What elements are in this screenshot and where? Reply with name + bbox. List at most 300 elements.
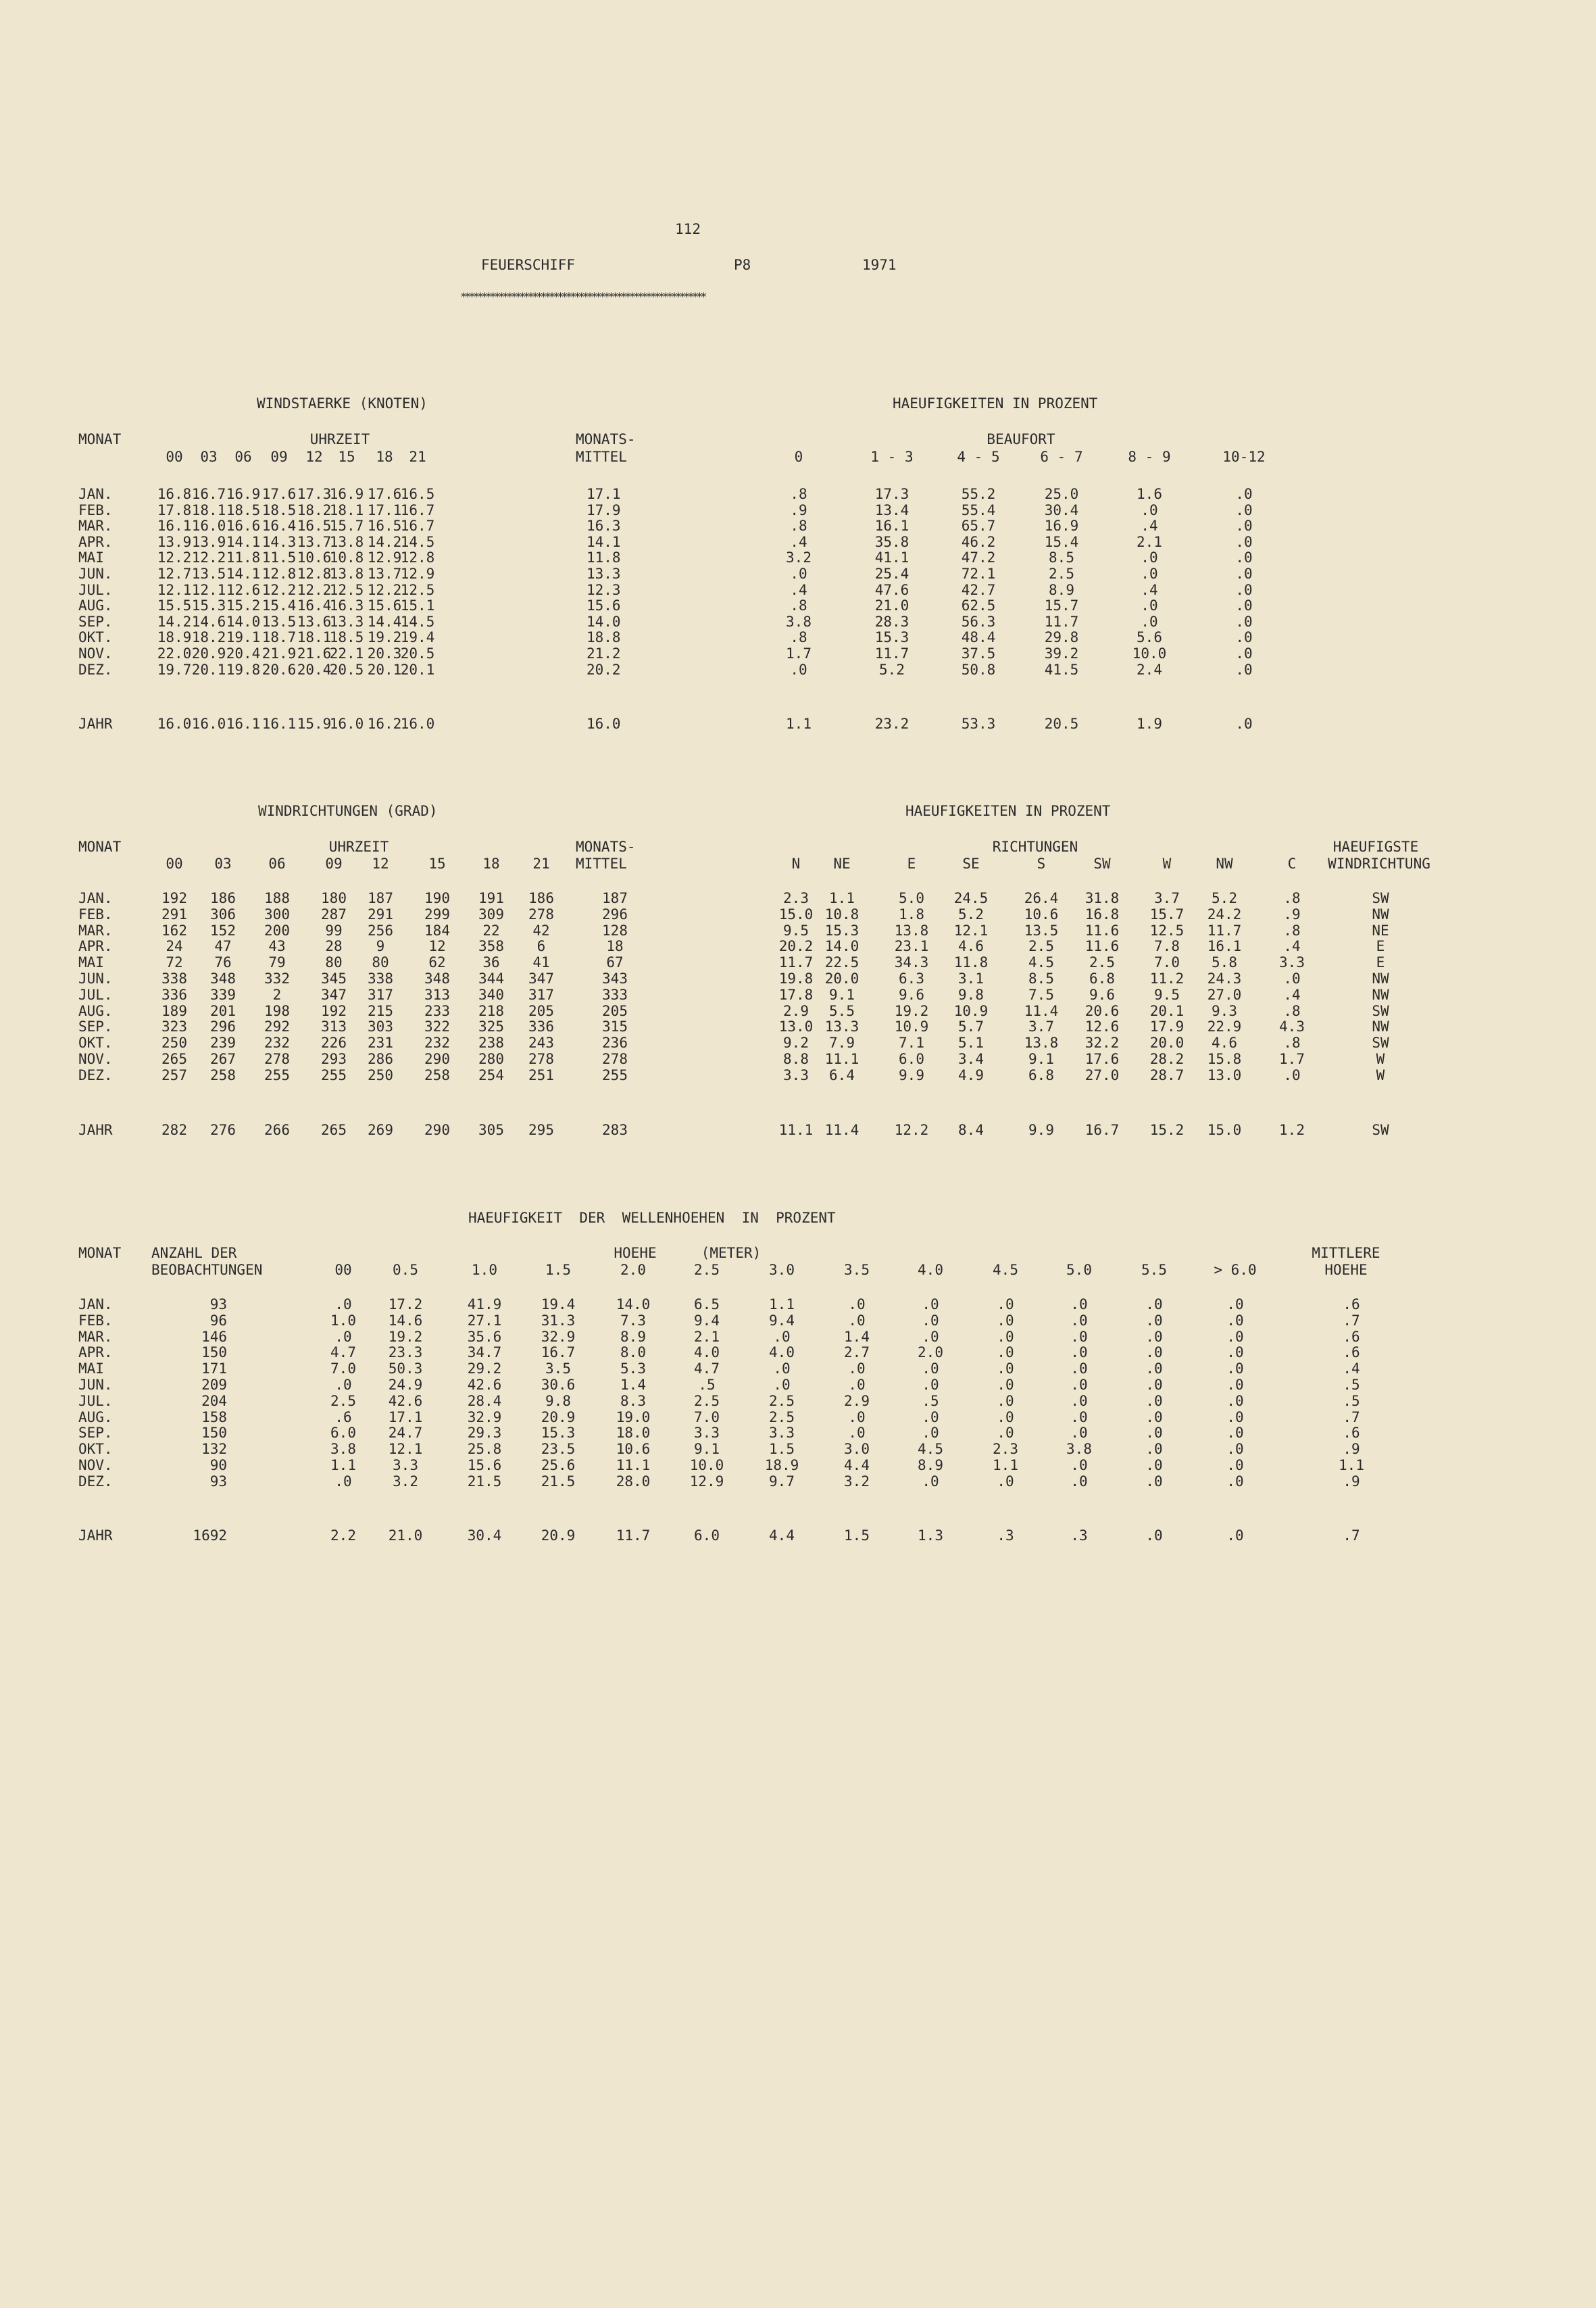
table-cell: 11.7: [1207, 922, 1242, 939]
table-cell: 18.9: [157, 629, 192, 646]
table-cell: .0: [1070, 1344, 1088, 1361]
table-cell: 200: [264, 922, 290, 939]
table-cell: 10.0: [1132, 645, 1167, 662]
table-cell: 12.3: [587, 581, 621, 598]
table-cell: .0: [1070, 1408, 1088, 1425]
table-cell: 2.2: [330, 1527, 356, 1544]
table-cell: 255: [602, 1066, 628, 1083]
table-cell: 1.4: [620, 1377, 646, 1393]
table-cell: 254: [478, 1066, 504, 1083]
row-label: MAI: [78, 549, 104, 566]
table-cell: 27.0: [1207, 986, 1242, 1003]
table-cell: 258: [424, 1066, 450, 1083]
table-cell: 9.4: [694, 1312, 720, 1329]
table-cell: 17.6: [367, 486, 402, 502]
table-cell: .0: [848, 1312, 866, 1329]
table-cell: .7: [1343, 1312, 1360, 1329]
table-cell: NW: [1372, 1018, 1389, 1035]
table-cell: 4.4: [769, 1527, 795, 1544]
table-cell: 150: [201, 1425, 227, 1442]
row-label: DEZ.: [78, 661, 113, 678]
table-cell: .0: [1226, 1392, 1244, 1409]
table-cell: 282: [161, 1122, 187, 1138]
table-cell: 1.4: [844, 1328, 870, 1345]
table-cell: 152: [210, 922, 236, 939]
table-cell: 62.5: [961, 597, 996, 614]
table-cell: 76: [214, 954, 232, 971]
table-cell: 14.2: [367, 533, 402, 550]
column-header: 06: [268, 856, 286, 872]
row-label: APR.: [78, 938, 113, 955]
table-cell: 47: [214, 938, 232, 955]
table-cell: .0: [1070, 1392, 1088, 1409]
table-cell: 11.5: [261, 549, 297, 566]
table-cell: 21.5: [467, 1473, 502, 1490]
table-cell: 99: [325, 922, 343, 939]
row-label: JAN.: [78, 1296, 113, 1312]
table-cell: .0: [1070, 1360, 1088, 1377]
table-cell: 19.7: [157, 661, 192, 678]
table-cell: 23.2: [874, 716, 909, 732]
column-header: 03: [200, 449, 218, 465]
table-cell: 14.1: [587, 533, 621, 550]
table-cell: 16.2: [367, 716, 402, 732]
table-cell: 6.0: [899, 1051, 924, 1067]
table-cell: 28.2: [1149, 1051, 1184, 1067]
table-cell: 14.6: [191, 613, 226, 630]
table-cell: 269: [368, 1122, 393, 1138]
table-cell: W: [1376, 1051, 1385, 1067]
table-cell: 296: [210, 1018, 236, 1035]
table-cell: 15.7: [1149, 906, 1184, 923]
table-cell: 15.4: [261, 597, 297, 614]
column-header: SE: [962, 856, 980, 872]
table-cell: 21.0: [874, 597, 909, 614]
table-cell: .0: [1235, 716, 1253, 732]
table-cell: 25.6: [541, 1457, 576, 1473]
table-cell: 62: [428, 954, 446, 971]
table-cell: 7.3: [620, 1312, 646, 1329]
table-cell: 67: [606, 954, 624, 971]
table-cell: 265: [161, 1051, 187, 1067]
table-cell: .0: [1145, 1296, 1163, 1312]
table-cell: 293: [321, 1051, 347, 1067]
column-header: 21: [532, 856, 550, 872]
table-cell: 201: [210, 1002, 236, 1019]
table-cell: 17.3: [297, 486, 332, 502]
table-cell: .0: [1141, 566, 1158, 582]
table-cell: 15.1: [400, 597, 435, 614]
table-cell: 13.0: [778, 1018, 814, 1035]
table-cell: 8.4: [958, 1122, 984, 1138]
table-cell: 344: [478, 971, 504, 987]
table-cell: 26.4: [1024, 890, 1059, 906]
table-cell: 336: [528, 1018, 554, 1035]
table-cell: 7.0: [1154, 954, 1180, 971]
table-cell: .4: [1343, 1360, 1360, 1377]
table-cell: 236: [602, 1035, 628, 1052]
table-cell: 11.4: [824, 1122, 859, 1138]
table-cell: 12.1: [191, 581, 226, 598]
table-cell: 6.4: [829, 1066, 855, 1083]
table-cell: .0: [997, 1360, 1014, 1377]
table-cell: .9: [1283, 906, 1301, 923]
table-cell: .9: [1343, 1441, 1360, 1458]
table-cell: 21.0: [388, 1527, 423, 1544]
table-cell: 16.8: [1084, 906, 1120, 923]
table-cell: 309: [478, 906, 504, 923]
year: 1971: [862, 257, 897, 273]
table-cell: 13.8: [1024, 1035, 1059, 1052]
table-cell: 13.7: [367, 566, 402, 582]
column-header: 0: [794, 449, 803, 465]
table-cell: 9.1: [829, 986, 855, 1003]
table-cell: 278: [528, 906, 554, 923]
row-label: JUL.: [78, 1392, 113, 1409]
table-cell: 24.7: [388, 1425, 423, 1442]
table-cell: .0: [1145, 1473, 1163, 1490]
table-cell: 11.6: [1084, 938, 1120, 955]
column-header: 6 - 7: [1040, 449, 1083, 465]
table-cell: .8: [1283, 1035, 1301, 1052]
table-cell: 12.8: [297, 566, 332, 582]
table-cell: 9.1: [694, 1441, 720, 1458]
table-cell: SW: [1372, 1002, 1389, 1019]
table-cell: 15.8: [1207, 1051, 1242, 1067]
table-cell: 15.7: [329, 518, 364, 535]
table-cell: 23.3: [388, 1344, 423, 1361]
table-cell: 20.0: [1149, 1035, 1184, 1052]
table-cell: .5: [698, 1377, 716, 1393]
table-cell: 11.8: [587, 549, 621, 566]
column-header: BEAUFORT: [987, 431, 1055, 447]
row-label: JUN.: [78, 566, 113, 582]
column-header: N: [791, 856, 801, 872]
row-label: OKT.: [78, 1441, 113, 1458]
table-cell: 348: [424, 971, 450, 987]
table-cell: 37.5: [961, 645, 996, 662]
table-cell: 20.9: [541, 1527, 576, 1544]
table-cell: 32.9: [541, 1328, 576, 1345]
table-cell: 2.5: [694, 1392, 720, 1409]
table-cell: 80: [325, 954, 343, 971]
table-cell: .0: [848, 1425, 866, 1442]
table-cell: 20.5: [400, 645, 435, 662]
table-cell: .0: [1235, 549, 1253, 566]
table-cell: .4: [1141, 518, 1158, 535]
table-cell: 14.0: [587, 613, 621, 630]
table-cell: 186: [528, 890, 554, 906]
table-cell: 162: [161, 922, 187, 939]
table-cell: 171: [201, 1360, 227, 1377]
table-cell: .0: [1235, 501, 1253, 518]
table-cell: .8: [1283, 1002, 1301, 1019]
row-label: JAN.: [78, 890, 113, 906]
table-cell: 3.3: [694, 1425, 720, 1442]
table-cell: .0: [997, 1328, 1014, 1345]
table-cell: 8.0: [620, 1344, 646, 1361]
column-header: 4.5: [993, 1262, 1018, 1278]
table-cell: 14.1: [226, 533, 261, 550]
table-cell: .8: [790, 597, 807, 614]
table-cell: 25.4: [874, 566, 909, 582]
table-cell: .0: [1226, 1408, 1244, 1425]
table-cell: .0: [997, 1344, 1014, 1361]
table-cell: 250: [368, 1066, 393, 1083]
row-label: DEZ.: [78, 1473, 113, 1490]
column-header: 00: [166, 449, 183, 465]
table-cell: 3.7: [1154, 890, 1180, 906]
column-header: 0.5: [393, 1262, 418, 1278]
table-cell: 18.2: [297, 501, 332, 518]
table-cell: 16.0: [191, 518, 226, 535]
table-cell: 41: [532, 954, 550, 971]
table-cell: .8: [1283, 890, 1301, 906]
table-cell: 266: [264, 1122, 290, 1138]
table-cell: .0: [1226, 1527, 1244, 1544]
table-cell: 5.6: [1137, 629, 1162, 646]
table-cell: 291: [161, 906, 187, 923]
table-cell: 22.5: [824, 954, 859, 971]
table-cell: .0: [1145, 1408, 1163, 1425]
table-cell: 1.1: [786, 716, 812, 732]
table-cell: SW: [1372, 1122, 1389, 1138]
row-label: JAHR: [78, 1122, 113, 1138]
table-cell: 11.7: [1044, 613, 1079, 630]
table-cell: 14.4: [367, 613, 402, 630]
table-cell: 12.7: [157, 566, 192, 582]
table-cell: 13.8: [894, 922, 929, 939]
table-cell: 278: [602, 1051, 628, 1067]
table-cell: 258: [210, 1066, 236, 1083]
table-cell: 20.4: [226, 645, 261, 662]
table-cell: 47.2: [961, 549, 996, 566]
table-cell: 7.1: [899, 1035, 924, 1052]
table-cell: 13.8: [329, 566, 364, 582]
table-cell: 15.2: [226, 597, 261, 614]
table-cell: 16.0: [400, 716, 435, 732]
table-cell: 190: [424, 890, 450, 906]
table-cell: 13.4: [874, 501, 909, 518]
table-cell: 9: [376, 938, 385, 955]
table-cell: 15.6: [587, 597, 621, 614]
table-cell: 16.5: [400, 486, 435, 502]
document-title: FEUERSCHIFF: [481, 257, 576, 273]
table-cell: 7.0: [694, 1408, 720, 1425]
table-cell: 14.2: [157, 613, 192, 630]
table-cell: 15.6: [467, 1457, 502, 1473]
table-cell: 3.5: [545, 1360, 571, 1377]
table-cell: NW: [1372, 986, 1389, 1003]
table-cell: 12.1: [388, 1441, 423, 1458]
table-cell: .0: [1226, 1473, 1244, 1490]
table-cell: .0: [773, 1377, 791, 1393]
table-cell: 4.5: [1028, 954, 1054, 971]
table-cell: 19.0: [616, 1408, 651, 1425]
column-header: 00: [166, 856, 183, 872]
table-cell: 10.0: [689, 1457, 724, 1473]
table-cell: 299: [424, 906, 450, 923]
table-cell: 18.5: [261, 501, 297, 518]
table-cell: 1.3: [918, 1527, 943, 1544]
table-cell: 325: [478, 1018, 504, 1035]
table-cell: 16.7: [400, 518, 435, 535]
table-cell: 28.4: [467, 1392, 502, 1409]
table-cell: 3.2: [844, 1473, 870, 1490]
table-cell: .0: [922, 1425, 939, 1442]
column-header: MONATS-: [576, 839, 636, 855]
table-cell: 20.2: [778, 938, 814, 955]
column-header: 1.0: [472, 1262, 497, 1278]
row-label: SEP.: [78, 1425, 113, 1442]
table-cell: 41.1: [874, 549, 909, 566]
column-header: BEOBACHTUNGEN: [151, 1262, 263, 1278]
column-header: 2.0: [620, 1262, 646, 1278]
table-cell: .0: [1235, 518, 1253, 535]
table-cell: 255: [264, 1066, 290, 1083]
row-label: NOV.: [78, 1457, 113, 1473]
table-cell: 283: [602, 1122, 628, 1138]
table-cell: 6.8: [1089, 971, 1115, 987]
table-cell: 2.5: [1028, 938, 1054, 955]
table-cell: 16.1: [157, 518, 192, 535]
table-cell: 192: [161, 890, 187, 906]
table-cell: 20.1: [1149, 1002, 1184, 1019]
table-cell: NE: [1372, 922, 1389, 939]
table-cell: 12.8: [261, 566, 297, 582]
table-cell: 48.4: [961, 629, 996, 646]
table-cell: 332: [264, 971, 290, 987]
table-cell: 2.3: [783, 890, 809, 906]
table-cell: 12.9: [400, 566, 435, 582]
column-header: 18: [376, 449, 393, 465]
table-cell: 12.1: [157, 581, 192, 598]
table-cell: 14.5: [400, 613, 435, 630]
table-cell: 15.5: [157, 597, 192, 614]
column-header: 15: [338, 449, 355, 465]
table-cell: 180: [321, 890, 347, 906]
star-divider: **********************************************************: [460, 291, 705, 304]
table-cell: 16.4: [297, 597, 332, 614]
table-cell: 12.9: [367, 549, 402, 566]
table-cell: 1.7: [1279, 1051, 1305, 1067]
table-cell: 20.4: [297, 661, 332, 678]
table-cell: 286: [368, 1051, 393, 1067]
table-cell: 198: [264, 1002, 290, 1019]
table-cell: 15.4: [1044, 533, 1079, 550]
table-cell: 1.0: [330, 1312, 356, 1329]
table-cell: 15.6: [367, 597, 402, 614]
table-cell: 16.1: [261, 716, 297, 732]
table-cell: 42.6: [388, 1392, 423, 1409]
row-label: MAI: [78, 1360, 104, 1377]
table-cell: 184: [424, 922, 450, 939]
table-cell: 313: [321, 1018, 347, 1035]
table-cell: 12.2: [894, 1122, 929, 1138]
table-cell: .9: [1343, 1473, 1360, 1490]
table-cell: 17.6: [1084, 1051, 1120, 1067]
row-label: MAR.: [78, 922, 113, 939]
table-cell: .8: [790, 629, 807, 646]
table-cell: 4.7: [694, 1360, 720, 1377]
table-cell: 8.9: [620, 1328, 646, 1345]
table-cell: 278: [528, 1051, 554, 1067]
table-cell: 93: [209, 1296, 227, 1312]
table-cell: 17.1: [587, 486, 621, 502]
column-header: 2.5: [694, 1262, 720, 1278]
table-cell: 17.1: [388, 1408, 423, 1425]
table-cell: 239: [210, 1035, 236, 1052]
table-cell: 8.3: [620, 1392, 646, 1409]
table-cell: 4.0: [694, 1344, 720, 1361]
table-cell: 23.5: [541, 1441, 576, 1458]
table-cell: 278: [264, 1051, 290, 1067]
table-cell: 20.2: [587, 661, 621, 678]
column-header: 8 - 9: [1128, 449, 1171, 465]
table-cell: 16.9: [329, 486, 364, 502]
table-cell: 24.2: [1207, 906, 1242, 923]
table-cell: 11.8: [226, 549, 261, 566]
table-cell: 72.1: [961, 566, 996, 582]
table-cell: 146: [201, 1328, 227, 1345]
table-cell: 16.8: [157, 486, 192, 502]
column-header: HOEHE: [1324, 1262, 1368, 1278]
table-cell: 256: [368, 922, 393, 939]
table-cell: 11.7: [616, 1527, 651, 1544]
column-header: 3.5: [844, 1262, 870, 1278]
table-cell: 3.4: [958, 1051, 984, 1067]
table-cell: .0: [1145, 1377, 1163, 1393]
table-cell: 4.3: [1279, 1018, 1305, 1035]
table-cell: 6.8: [1028, 1066, 1054, 1083]
table-cell: .0: [848, 1377, 866, 1393]
table-cell: .4: [790, 533, 807, 550]
table-cell: 13.3: [587, 566, 621, 582]
table-cell: 226: [321, 1035, 347, 1052]
table-cell: 9.3: [1212, 1002, 1237, 1019]
column-header: (METER): [701, 1245, 762, 1261]
table-cell: 5.2: [958, 906, 984, 923]
table-cell: 16.7: [1084, 1122, 1120, 1138]
table-cell: 345: [321, 971, 347, 987]
table-cell: 9.7: [769, 1473, 795, 1490]
table-cell: 16.1: [1207, 938, 1242, 955]
table-cell: 3.1: [958, 971, 984, 987]
table-cell: .0: [997, 1408, 1014, 1425]
table-cell: 11.7: [874, 645, 909, 662]
column-header: 21: [409, 449, 426, 465]
table-cell: .8: [790, 486, 807, 502]
table-cell: 53.3: [961, 716, 996, 732]
table-cell: NW: [1372, 971, 1389, 987]
table-cell: 31.3: [541, 1312, 576, 1329]
table-cell: 2.1: [694, 1328, 720, 1345]
table-cell: 27.1: [467, 1312, 502, 1329]
table-cell: 12.2: [297, 581, 332, 598]
table-cell: 1.8: [899, 906, 924, 923]
table-cell: 10.9: [953, 1002, 989, 1019]
table-cell: 205: [602, 1002, 628, 1019]
table-cell: 9.5: [783, 922, 809, 939]
table-cell: 10.6: [297, 549, 332, 566]
table-cell: .0: [1235, 533, 1253, 550]
table-cell: 80: [372, 954, 389, 971]
table-cell: .4: [1283, 986, 1301, 1003]
table-cell: 9.9: [899, 1066, 924, 1083]
table-cell: 17.3: [874, 486, 909, 502]
table-cell: 3.3: [1279, 954, 1305, 971]
table-cell: 11.8: [953, 954, 989, 971]
